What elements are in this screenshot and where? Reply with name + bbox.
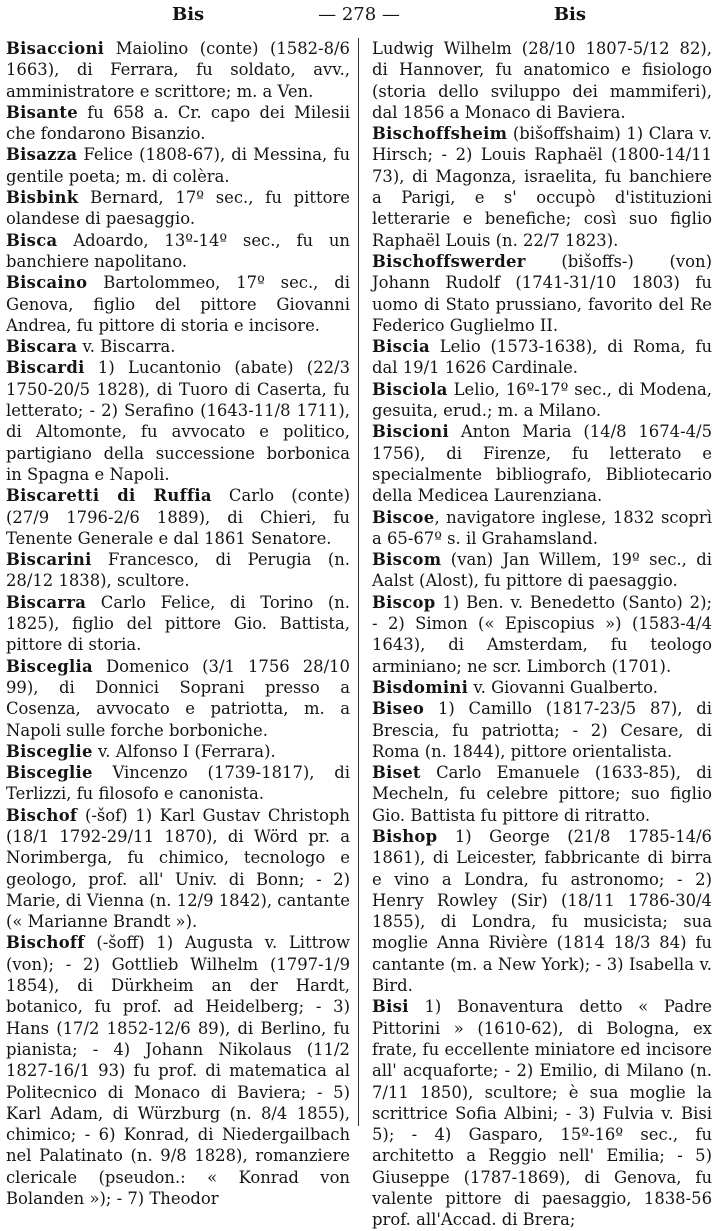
entry-headword: Bisciola: [372, 379, 448, 399]
entry-text: 1) Lucantonio (abate) (22/3 1750-20/5 1828), di Tuoro di Caserta, fu letterato; - 2) Serafino (1643-11/8 1711), di Altomonte, fu avvocato e politico, partigiano della successione borbonica in Spagna e Napoli.: [6, 358, 350, 484]
dictionary-entry: [372, 507, 712, 550]
entry-headword: Biscaino: [6, 273, 88, 293]
dictionary-entry: [372, 826, 712, 996]
entry-text: Vincenzo (1739-1817), di Terlizzi, fu filosofo e canonista.: [6, 763, 350, 804]
entry-headword: Bisceglie: [6, 741, 93, 761]
entry-text: Bartolommeo, 17º sec., di Genova, figlio del pittore Giovanni Andrea, fu pittore di storia e incisore.: [6, 273, 350, 335]
entry-text: Maiolino (conte) (1582-8/6 1663), di Ferrara, fu soldato, avv., amministratore e scrittore; m. a Ven.: [6, 39, 350, 101]
entry-text: (-šoff) 1) Augusta v. Littrow (von); - 2) Gottlieb Wilhelm (1797-1/9 1854), di Dürkheim an der Hardt, botanico, fu prof. ad Heidelberg; - 3) Hans (17/2 1852-12/6 89), di Berlino, fu pianista; - 4) Johann Nikolaus (11/2 1827-16/1 93) fu prof. di matematica al Politecnico di Monaco di Baviera; - 5) Karl Adam, di Würzburg (n. 8/4 1855), chimico; - 6) Konrad, di Niedergailbach nel Palatinato (n. 9/8 1828), romanziere clericale (pseudon.: « Konrad von Bolanden »); - 7) Theodor: [6, 933, 350, 1209]
dictionary-entry: [6, 144, 350, 187]
entry-headword: Bisca: [6, 230, 58, 250]
entry-text: 1) Camillo (1817-23/5 87), di Brescia, fu patriotta; - 2) Cesare, di Roma (n. 1844), pittore orientalista.: [372, 699, 712, 761]
entry-headword: Biscioni: [372, 422, 449, 442]
dictionary-entry: [6, 38, 350, 102]
dictionary-entry: [6, 805, 350, 933]
entry-headword: Bisaccioni: [6, 39, 105, 58]
entry-text: Adoardo, 13º-14º sec., fu un banchiere napolitano.: [6, 230, 350, 271]
entry-text: Carlo Emanuele (1633-85), di Mecheln, fu celebre pittore; suo figlio Gio. Battista fu pittore di ritratto.: [372, 763, 712, 825]
entry-headword: Biscarra: [6, 592, 87, 612]
dictionary-entry: [372, 592, 712, 677]
entry-headword: Biset: [372, 763, 421, 783]
entry-text: (van) Jan Willem, 19º sec., di Aalst (Alost), fu pittore di paesaggio.: [372, 550, 712, 591]
dictionary-entry: [372, 336, 712, 379]
entry-text: Lelio, 16º-17º sec., di Modena, gesuita, erud.; m. a Milano.: [372, 379, 712, 421]
entry-headword: Biscom: [372, 550, 442, 570]
entry-headword: Biscia: [372, 337, 430, 357]
dictionary-entry: [6, 272, 350, 336]
dictionary-entry: [6, 230, 350, 273]
entry-text: 1) Bonaventura detto « Padre Pittorini » (1610-62), di Bologna, ex frate, fu eccellente miniatore ed incisore all' acquaforte; - 2) Emilio, di Milano (n. 7/11 1850), scultore; è sua moglie la scrittrice Sofia Albini; - 3) Fulvia v. Bisi 5); - 4) Gasparo, 15º-16º sec., fu architetto a Reggio nell' Emilia; - 5) Giuseppe (1787-1869), di Genova, fu valente pittore di paesaggio, 1838-56 prof. all'Accad. di Brera;: [372, 997, 712, 1230]
entry-text: v. Biscarra.: [77, 337, 176, 357]
header-left-guide-word: Bis: [172, 4, 205, 25]
dictionary-entry: [6, 357, 350, 485]
dictionary-entry: [6, 336, 350, 357]
dictionary-entry: [6, 656, 350, 741]
entry-text: (bišoffs-) (von) Johann Rudolf (1741-31/10 1803) fu uomo di Stato prussiano, favorito del Re Federico Guglielmo II.: [372, 251, 712, 335]
entry-headword: Bischoffswerder: [372, 251, 526, 271]
dictionary-entry: [6, 762, 350, 805]
entry-text: (-šof) 1) Karl Gustav Christoph (18/1 1792-29/11 1870), di Wörd pr. a Norimberga, fu chimico, tecnologo e geologo, prof. all' Univ. di Bonn; - 2) Marie, di Vienna (n. 12/9 1842), cantante (« Marianne Brandt »).: [6, 805, 350, 932]
entry-headword: Bisazza: [6, 145, 78, 165]
dictionary-entry: [372, 123, 712, 251]
dictionary-entry: [372, 38, 712, 123]
entry-text: fu 658 a. Cr. capo dei Milesii che fondarono Bisanzio.: [6, 102, 350, 144]
entry-headword: Biscarini: [6, 550, 92, 570]
entry-text: 1) Ben. v. Benedetto (Santo) 2); - 2) Simon (« Episcopius ») (1583-4/4 1643), di Amsterdam, fu teologo arminiano; ne scr. Limborch (1701).: [372, 592, 712, 676]
entry-text: 1) George (21/8 1785-14/6 1861), di Leicester, fabbricante di birra e vino a Londra, fu astronomo; - 2) Henry Rowley (Sir) (18/11 1786-30/4 1855), di Londra, fu musicista; sua moglie Anna Rivière (1814 18/3 84) fu cantante (m. a New York); - 3) Isabella v. Bird.: [372, 826, 712, 996]
entry-text: , navigatore inglese, 1832 scoprì a 65-67º s. il Grahamsland.: [372, 507, 712, 548]
entry-text: v. Alfonso I (Ferrara).: [92, 741, 276, 761]
entry-text: Anton Maria (14/8 1674-4/5 1756), di Firenze, fu letterato e specialmente bibliografo, Bibliotecario della Medicea Laurenziana.: [372, 422, 712, 506]
dictionary-entry: [6, 102, 350, 145]
dictionary-entry: [6, 592, 350, 656]
dictionary-entry: [6, 187, 350, 230]
entry-headword: Biscardi: [6, 358, 85, 378]
dictionary-entry: [6, 485, 350, 549]
entry-text: (bišoffshaim) 1) Clara v. Hirsch; - 2) Louis Raphaël (1800-14/11 73), di Magonza, israelita, fu banchiere a Parigi, e s' occupò d'istituzioni letterarie e benefiche; così suo figlio Raphaël Louis (n. 22/7 1823).: [372, 124, 712, 250]
dictionary-entry: [372, 996, 712, 1230]
dictionary-entry: [372, 549, 712, 592]
entry-text: Felice (1808-67), di Messina, fu gentile poeta; m. di colèra.: [6, 145, 350, 186]
entry-text: Lelio (1573-1638), di Roma, fu dal 19/1 1626 Cardinale.: [372, 337, 712, 378]
header-right-guide-word: Bis: [553, 4, 586, 25]
entry-headword: Biscaretti di Ruffia: [6, 486, 212, 506]
entry-headword: Bishop: [372, 826, 438, 846]
entry-headword: Bisceglie: [6, 763, 93, 783]
entry-text: Carlo (conte) (27/9 1796-2/6 1889), di Chieri, fu Tenente Generale e dal 1861 Senatore.: [6, 486, 350, 548]
left-column: [6, 38, 350, 1209]
entry-headword: Bisceglia: [6, 656, 93, 676]
right-column: [372, 38, 712, 1231]
column-divider: [358, 38, 359, 1126]
entry-text: Carlo Felice, di Torino (n. 1825), figlio del pittore Gio. Battista, pittore di storia.: [6, 592, 350, 655]
entry-text: Bernard, 17º sec., fu pittore olandese di paesaggio.: [6, 188, 350, 229]
page-number: — 278 —: [318, 4, 400, 25]
entry-headword: Bisante: [6, 102, 78, 122]
entry-text: Francesco, di Perugia (n. 28/12 1838), scultore.: [6, 550, 350, 591]
dictionary-entry: [6, 932, 350, 1209]
entry-headword: Biscop: [372, 592, 436, 612]
dictionary-entry: [6, 549, 350, 592]
dictionary-entry: [6, 741, 350, 762]
dictionary-entry: [372, 762, 712, 826]
page-header: [0, 0, 718, 34]
dictionary-entry: [372, 379, 712, 422]
dictionary-entry: [372, 677, 712, 698]
entry-headword: Biseo: [372, 699, 425, 719]
entry-headword: Biscoe: [372, 507, 435, 527]
entry-text: Domenico (3/1 1756 28/10 99), di Donnici Soprani presso a Cosenza, avvocato e patriotta, m. a Napoli sulle forche borboniche.: [6, 656, 350, 740]
dictionary-entry: [372, 421, 712, 506]
entry-headword: Bischoff: [6, 933, 85, 953]
entry-headword: Bisdomini: [372, 677, 469, 697]
entry-text: v. Giovanni Gualberto.: [468, 677, 658, 697]
entry-headword: Bischoffsheim: [372, 124, 508, 144]
entry-headword: Biscara: [6, 337, 78, 357]
entry-text: Ludwig Wilhelm (28/10 1807-5/12 82), di Hannover, fu anatomico e fisiologo (storia dello sviluppo dei mammiferi), dal 1856 a Monaco di Baviera.: [372, 39, 712, 122]
dictionary-entry: [372, 698, 712, 762]
dictionary-entry: [372, 251, 712, 336]
entry-headword: Bisi: [372, 997, 409, 1017]
entry-headword: Bischof: [6, 805, 78, 825]
entry-headword: Bisbink: [6, 188, 79, 208]
